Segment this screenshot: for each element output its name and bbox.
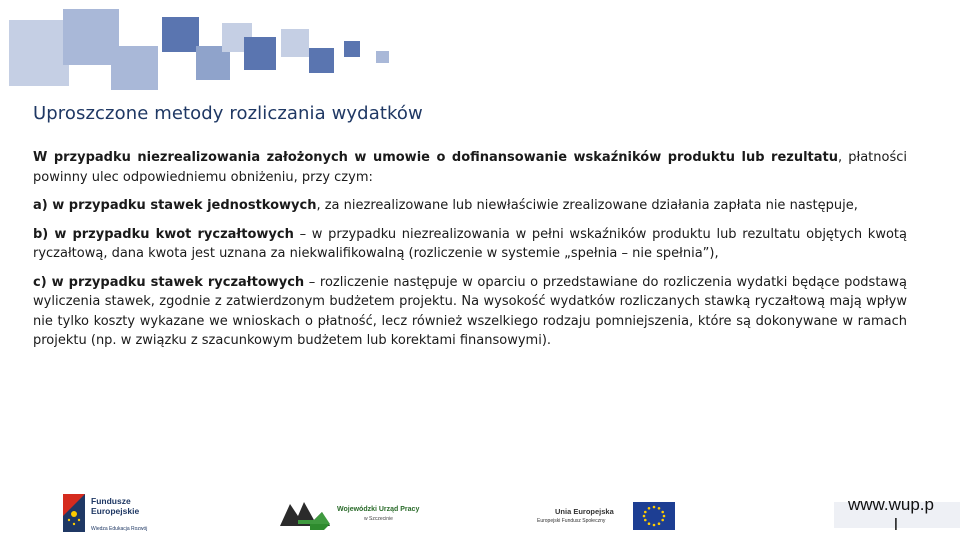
decor-square [162,17,199,52]
list-item [33,196,907,216]
item-text: – w przypadku niezrealizowania w pełni wskaźników produktu lub rezultatu objętych kwotą ryczałtową, dana kwota jest uznana za niekwalifikowalną (rozliczenie w systemie „spełnia – nie spełnia”), [33,226,907,261]
list-item [33,225,907,264]
eu-logo [537,500,677,532]
eu-flag-icon [633,502,675,530]
fe-subtitle: Wiedza Edukacja Rozwój [91,526,148,532]
website-url-wrap[interactable]: l [894,515,898,534]
item-text: – rozliczenie następuje w oparciu o przedstawiane do rozliczenia wydatki będące podstawą wyliczenia stawek, zgodnie z zatwierdzonym budżetem projektu. Na wysokość wydatków rozliczanych stawką ryczałtową mają wpływ nie tylko koszty wykazane we wnioskach o płatność, lecz również wszelkiego rodzaju pomniejszenia, które są dokonywane w ramach projektu (np. w związku z szacunkowym budżetem lub korektami finansowymi). [33,274,907,348]
eu-name: Unia Europejska [555,507,614,516]
fe-line1: Fundusze [91,496,131,506]
intro-bold: W przypadku niezrealizowania założonych w umowie o dofinansowanie wskaźników produktu lub rezultatu [33,150,839,165]
wup-logo [280,498,430,532]
website-url[interactable]: www.wup.p [848,495,934,514]
item-text: , za niezrealizowane lub niewłaściwie zrealizowane działania zapłata nie następuje, [316,198,858,213]
decor-square [244,37,276,70]
decor-square [9,20,69,86]
fe-line2: Europejskie [91,506,140,516]
item-bold: c) w przypadku stawek ryczałtowych [33,274,305,290]
intro-text: , płatności powinny ulec odpowiedniemu obniżeniu, przy czym: [33,150,908,185]
list-item [33,273,907,351]
fe-flag-icon [63,494,85,532]
decor-square [281,29,309,57]
document-body [33,148,907,360]
wup-city: w Szczecinie [364,516,393,522]
eu-fund: Europejski Fundusz Społeczny [537,518,606,524]
decor-square [111,46,158,90]
wup-name: Wojewódzki Urząd Pracy [337,506,420,513]
fe-text [91,496,139,516]
decor-square [309,48,334,73]
item-bold: a) w przypadku stawek jednostkowych [33,198,317,213]
item-bold: b) w przypadku kwot ryczałtowych [33,226,294,242]
fundusze-europejskie-logo [63,494,173,534]
wup-mountains-icon [280,498,332,530]
intro-paragraph [33,148,907,187]
page-title: Uproszczone metody rozliczania wydatków [33,103,423,124]
decor-square [344,41,360,57]
decor-square [376,51,389,63]
